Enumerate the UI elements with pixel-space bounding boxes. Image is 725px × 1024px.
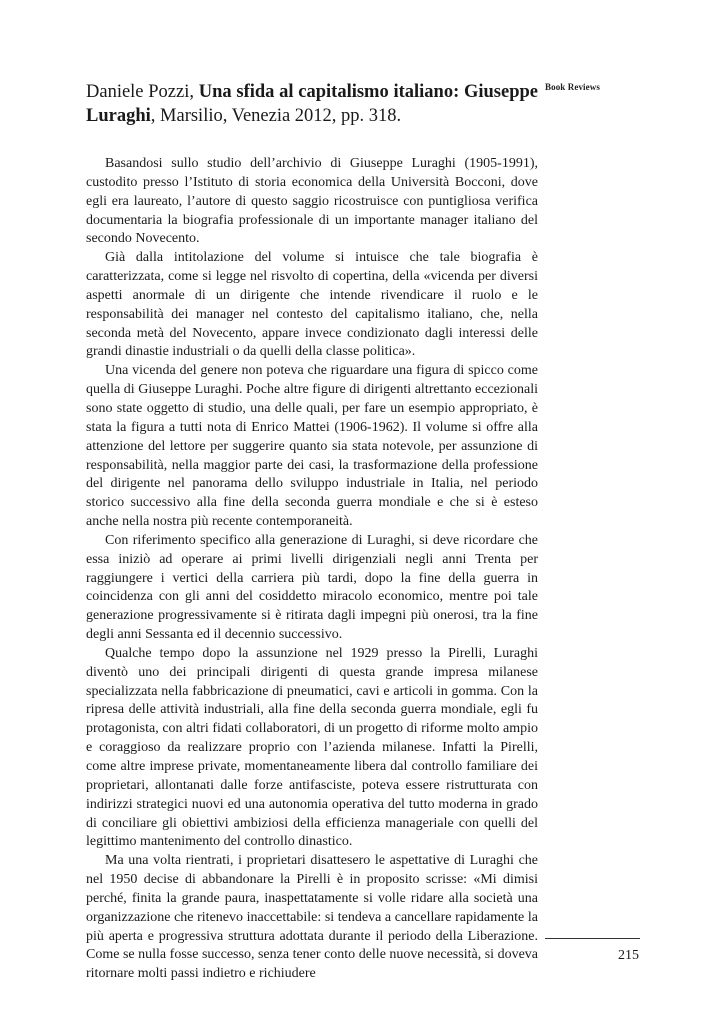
paragraph: Una vicenda del genere non poteva che riguardare una figura di spicco come quella di Giuseppe Luraghi. Poche altre figure di dirigenti altrettanto eccezionali sono state oggetto di studio, una delle quali, per fare un esempio appropriato, è stata la figura a tutti nota di Enrico Mattei (1906-1962). Il volume si offre alla attenzione del lettore per suggerire quanto sia stata notevole, per assunzione di responsabilità, nella maggior parte dei casi, la trasformazione della professione del dirigente nel panorama dello sviluppo industriale in Italia, nel periodo storico successivo alla fine della seconda guerra mondiale e che si è esteso anche nella nostra più recente contemporaneità.	[86, 363, 538, 530]
section-label: Book Reviews	[545, 82, 600, 92]
review-body	[86, 155, 538, 984]
book-citation-header	[86, 80, 538, 128]
book-publication-info: , Marsilio, Venezia 2012, pp. 318.	[150, 106, 402, 126]
paragraph: Ma una volta rientrati, i proprietari disattesero le aspettative di Luraghi che nel 1950 decise di abbandonare la Pirelli è in proposito scrisse: «Mi dimisi perché, finita la grande paura, inaspettatamente si volle ridare alla società una organizzazione che ritenevo inaccettabile: si tendeva a cancellare rapidamente la più aperta e progressiva struttura adottata durante il periodo della Liberazione. Come se nulla fosse successo, senza tener conto delle nuove necessità, si doveva ritornare molti passi indietro e richiudere	[86, 853, 538, 982]
paragraph: Basandosi sullo studio dell’archivio di Giuseppe Luraghi (1905-1991), custodito presso l’Istituto di storia economica della Università Bocconi, dove egli era laureato, l’autore di questo saggio ricostruisce con puntigliosa verifica documentaria la biografia professionale di un importante manager italiano del secondo Novecento.	[86, 156, 538, 247]
book-author: Daniele Pozzi,	[86, 82, 199, 102]
paragraph: Qualche tempo dopo la assunzione nel 1929 presso la Pirelli, Luraghi diventò uno dei principali dirigenti di questa grande impresa milanese specializzata nella fabbricazione di pneumatici, cavi e articoli in gomma. Con la ripresa delle attività industriali, alla fine della seconda guerra mondiale, egli fu protagonista, con altri fidati collaboratori, di un progetto di riforme molto ampio e coraggioso da realizzare proprio con l’azienda milanese. Infatti la Pirelli, come altre imprese private, momentaneamente libera dal controllo familiare dei proprietari, allontanati dalle forze antifasciste, poteva essere ristrutturata con indirizzi strategici nuovi ed una autonomia operativa del tutto moderna in grado di conciliare gli obiettivi ambiziosi della efficienza manageriale con quelli del legittimo mantenimento del controllo dinastico.	[86, 645, 538, 850]
footer-rule	[545, 938, 640, 939]
paragraph: Già dalla intitolazione del volume si intuisce che tale biografia è caratterizzata, come si legge nel risvolto di copertina, della «vicenda per diversi aspetti anormale di un dirigente che intende rivendicare il ruolo e le responsabilità dei manager nel contesto del capitalismo italiano, che, nella seconda metà del Novecento, appare invece condizionato dagli interessi delle grandi dinastie industriali o da quelli della classe politica».	[86, 250, 538, 360]
book-title: Una sfida al capitalismo italiano: Giuseppe Luraghi	[86, 82, 538, 126]
page-number: 215	[618, 948, 639, 963]
paragraph: Con riferimento specifico alla generazione di Luraghi, si deve ricordare che essa iniziò ad operare ai primi livelli dirigenziali negli anni Trenta per raggiungere i vertici della carriera più tardi, dopo la fine della guerra in coincidenza con gli anni del cosiddetto miracolo economico, mentre poi tale generazione progressivamente si è ritirata dagli impegni più onerosi, tra la fine degli anni Sessanta ed il decennio successivo.	[86, 532, 538, 643]
